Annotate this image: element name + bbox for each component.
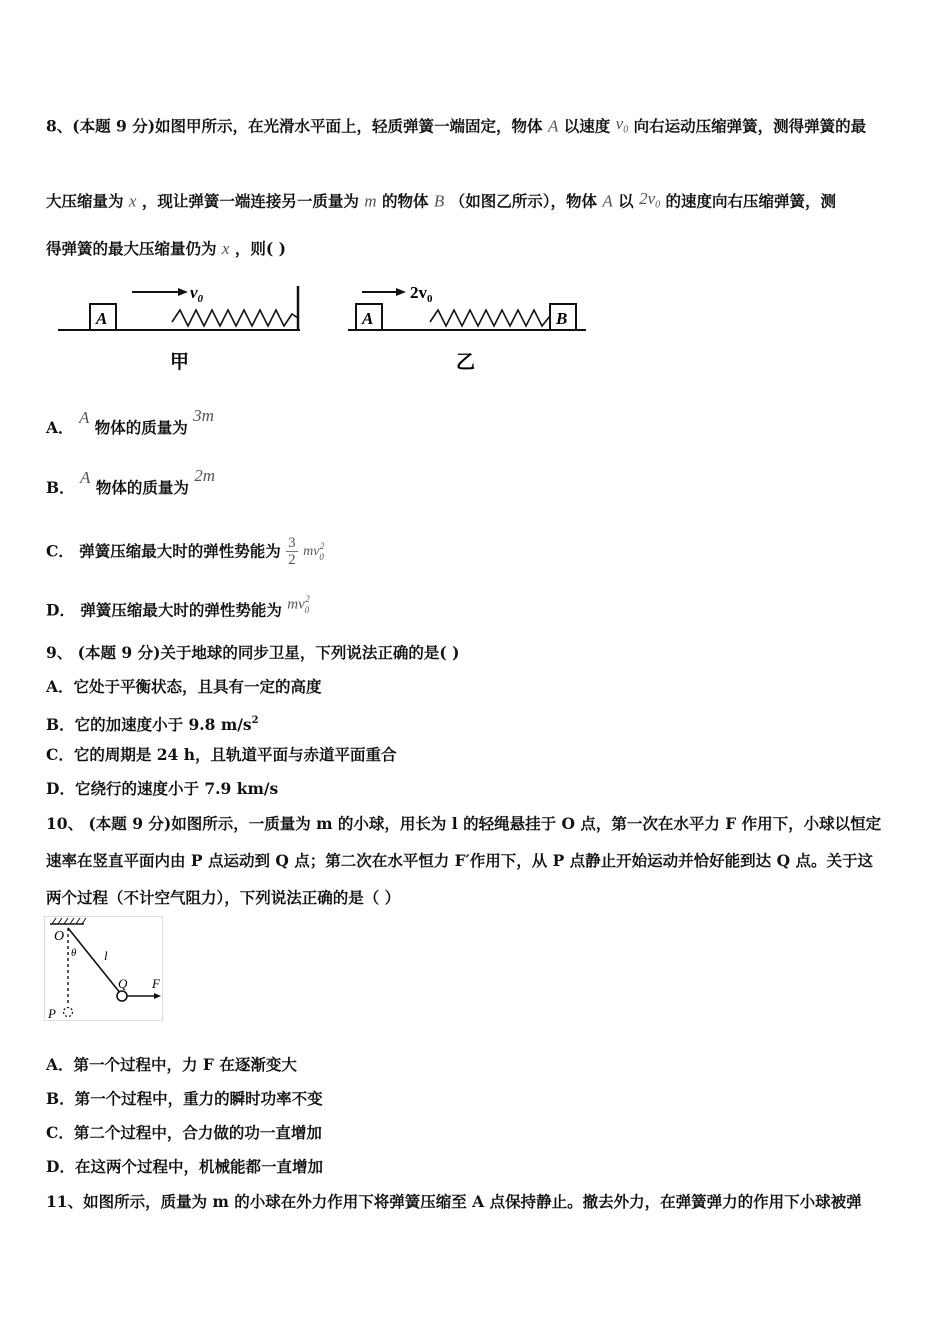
v0-left: $v_0$ [190, 283, 204, 305]
2v0-right: $2v_0$ [410, 283, 433, 305]
block-a-left-label: A [96, 309, 108, 328]
fraction-3-2: $\frac{3}{2}$ [288, 535, 296, 568]
rope [68, 928, 121, 994]
pendulum-figure [44, 916, 166, 1024]
q10-option-d[interactable]: D．在这两个过程中，机械能都一直增加 [46, 1157, 323, 1176]
ball-q [117, 991, 127, 1001]
q9-stem: 9、 (本题 9 分)关于地球的同步卫星，下列说法正确的是( ) [46, 643, 460, 662]
label-theta: θ [71, 947, 77, 959]
var-x-2: x [221, 239, 230, 258]
force-arrow-head [154, 993, 161, 999]
var-a-2: A [602, 191, 613, 211]
spring-left [172, 310, 298, 326]
ceiling-hatch [52, 918, 86, 924]
q9-option-b[interactable]: B．它的加速度小于 9.8 $m/s^2$ [46, 715, 259, 735]
label-jia: 甲 [170, 352, 190, 373]
var-m: m [364, 191, 377, 211]
block-b-label: B [556, 309, 568, 328]
var-2v0: $2v_0$ [639, 189, 661, 211]
q8-option-d[interactable]: D． 弹簧压缩最大时的弹性势能为 $mv_0^2$ [46, 594, 310, 620]
q10-option-a[interactable]: A．第一个过程中，力 F 在逐渐变大 [46, 1055, 297, 1074]
block-a-right-label: A [362, 309, 374, 328]
var-v0: $v_0$ [615, 114, 629, 136]
q10-line-3: 两个过程（不计空气阻力），下列说法正确的是（ ） [46, 888, 401, 907]
q10-option-c[interactable]: C．第二个过程中，合力做的功一直增加 [46, 1123, 322, 1142]
ball-p [64, 1008, 73, 1017]
q11-line-1: 11、如图所示，质量为 m 的小球在外力作用下将弹簧压缩至 A 点保持静止。撤去外力，在弹簧弹力的作用下小球被弹 [46, 1192, 862, 1211]
q8-option-a[interactable]: A． A 物体的质量为 3m [46, 406, 214, 437]
var-b: B [433, 191, 445, 211]
var-a: A [547, 116, 559, 136]
q8-line-2: 大压缩量为 x ，现让弹簧一端连接另一质量为 m 的物体 B （如图乙所示），物体 A 以 $2v_0$ 的速度向右压缩弹簧，测 [46, 189, 837, 211]
label-o: O [54, 929, 65, 944]
spring-figure [50, 278, 610, 378]
q8-option-b[interactable]: B． A 物体的质量为 2m [46, 466, 216, 497]
q10-line-2: 速率在竖直平面内由 P 点运动到 Q 点；第二次在水平恒力 F′作用下，从 P 点静止开始运动并恰好能到达 Q 点。关于这 [46, 851, 873, 870]
q9-option-a[interactable]: A．它处于平衡状态，且具有一定的高度 [46, 677, 322, 696]
q9-option-d[interactable]: D．它绕行的速度小于 7.9 km/s [46, 779, 279, 798]
label-yi: 乙 [456, 352, 476, 373]
q9-option-c[interactable]: C．它的周期是 24 h，且轨道平面与赤道平面重合 [46, 745, 397, 764]
q8-option-c[interactable]: C． 弹簧压缩最大时的弹性势能为 $\frac{3}{2}$ $mv_0^2$ [46, 535, 325, 568]
q8-line-1: 8、(本题 9 分)如图甲所示，在光滑水平面上，轻质弹簧一端固定，物体 A 以速度 $v_0$ 向右运动压缩弹簧，测得弹簧的最 [46, 114, 867, 136]
q10-option-b[interactable]: B．第一个过程中，重力的瞬时功率不变 [46, 1089, 323, 1108]
label-f: F [152, 976, 160, 991]
arrow-left-head [178, 288, 188, 296]
q10-line-1: 10、 (本题 9 分)如图所示，一质量为 m 的小球，用长为 l 的轻绳悬挂于 O 点，第一次在水平力 F 作用下，小球以恒定 [46, 814, 882, 833]
label-p: P [48, 1006, 56, 1021]
var-x: x [128, 191, 137, 211]
spring-right [430, 310, 550, 326]
arrow-right-head [396, 288, 406, 296]
label-l: l [104, 948, 108, 963]
label-q: Q [118, 976, 128, 991]
q8-line-3: 得弹簧的最大压缩量仍为 x ，则( ) [46, 239, 286, 258]
